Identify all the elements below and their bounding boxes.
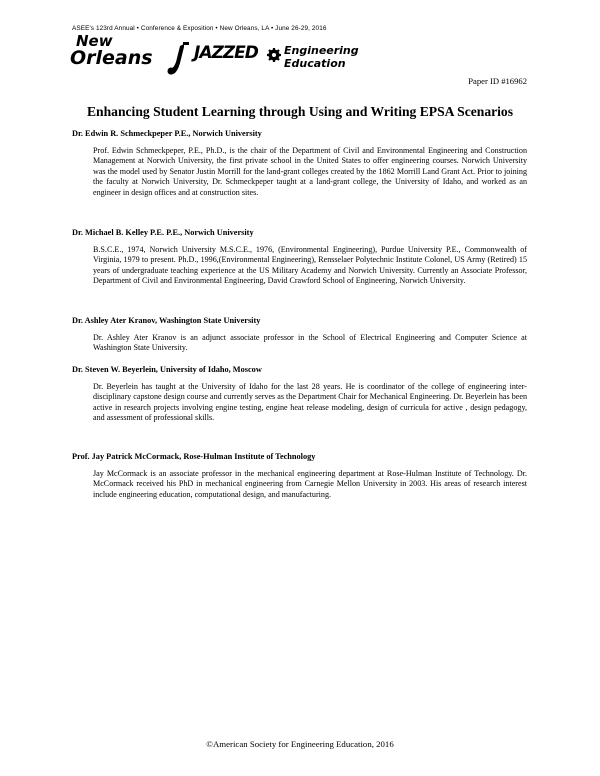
paper-title: Enhancing Student Learning through Using and Writing EPSA Scenarios	[86, 104, 514, 119]
author-bio: Prof. Edwin Schmeckpeper, P.E., Ph.D., is the chair of the Department of Civil and Environmental Engineering and Construction Management at Norwich University, the first private school in the United States to offer engineering courses. Norwich University was the model used by Senator Justin Morrill for the land-grant colleges created by the 1862 Morrill Land Grant Act. Prior to joining the faculty at Norwich University, Dr. Schmeckpeper taught at a land-grant college, the University of Idaho, and worked as an engineer in design offices and at construction sites.	[93, 146, 527, 197]
author-block	[72, 316, 528, 354]
author-block	[72, 228, 528, 287]
saxophone-icon	[166, 42, 192, 76]
author-bio: Jay McCormack is an associate professor in the mechanical engineering department at Rose-Hulman Institute of Technology. Dr. McCormack received his PhD in mechanical engineering from Carnegie Mellon University in 2003. His areas of research interest include engineering education, computational design, and manufacturing.	[93, 469, 527, 499]
copyright-footer: ©American Society for Engineering Education, 2016	[206, 739, 394, 749]
author-name: Dr. Ashley Ater Kranov, Washington State University	[72, 316, 261, 325]
author-block	[72, 129, 528, 198]
author-name: Prof. Jay Patrick McCormack, Rose-Hulman Institute of Technology	[72, 452, 316, 461]
logo-word-engineering: Engineering	[284, 44, 359, 57]
conference-line: ASEE's 123rd Annual • Conference & Exposition • New Orleans, LA • June 26-29, 2016	[72, 25, 327, 32]
author-bio: Dr. Beyerlein has taught at the University of Idaho for the last 28 years. He is coordinator of the college of engineering inter-disciplinary capstone design course and currently serves as the Department Chair for Mechanical Engineering. Dr. Beyerlein has been active in research projects involving engine testing, engine heat release modeling, design of curricula for active , design pedagogy, and assessment of professional skills.	[93, 382, 527, 423]
author-bio: Dr. Ashley Ater Kranov is an adjunct associate professor in the School of Electrical Engineering and Computer Science at Washington State University.	[93, 333, 527, 353]
author-name: Dr. Steven W. Beyerlein, University of Idaho, Moscow	[72, 365, 262, 374]
gear-icon	[267, 48, 281, 62]
conference-logo	[70, 34, 370, 78]
author-block	[72, 365, 528, 424]
author-block	[72, 452, 528, 500]
logo-word-orleans: Orleans	[70, 47, 153, 69]
logo-word-education: Education	[284, 57, 346, 70]
logo-word-jazzed: JAZZED	[194, 43, 258, 63]
author-name: Dr. Michael B. Kelley P.E. P.E., Norwich University	[72, 228, 254, 237]
logo-word-new: New	[76, 32, 113, 50]
author-bio: B.S.C.E., 1974, Norwich University M.S.C.E., 1976, (Environmental Engineering), Purdue University P.E., Commonwealth of Virginia, 1979 to present. Ph.D., 1996,(Environmental Engineering), Rensselaer Polytechnic Institute Colonel, US Army (Retired) 15 years of undergraduate teaching experience at the US Military Academy and Norwich University. Currently an Associate Professor, Department of Civil and Environmental Engineering, David Crawford School of Engineering, Norwich University.	[93, 245, 527, 286]
paper-id: Paper ID #16962	[468, 76, 527, 86]
author-name: Dr. Edwin R. Schmeckpeper P.E., Norwich University	[72, 129, 262, 138]
